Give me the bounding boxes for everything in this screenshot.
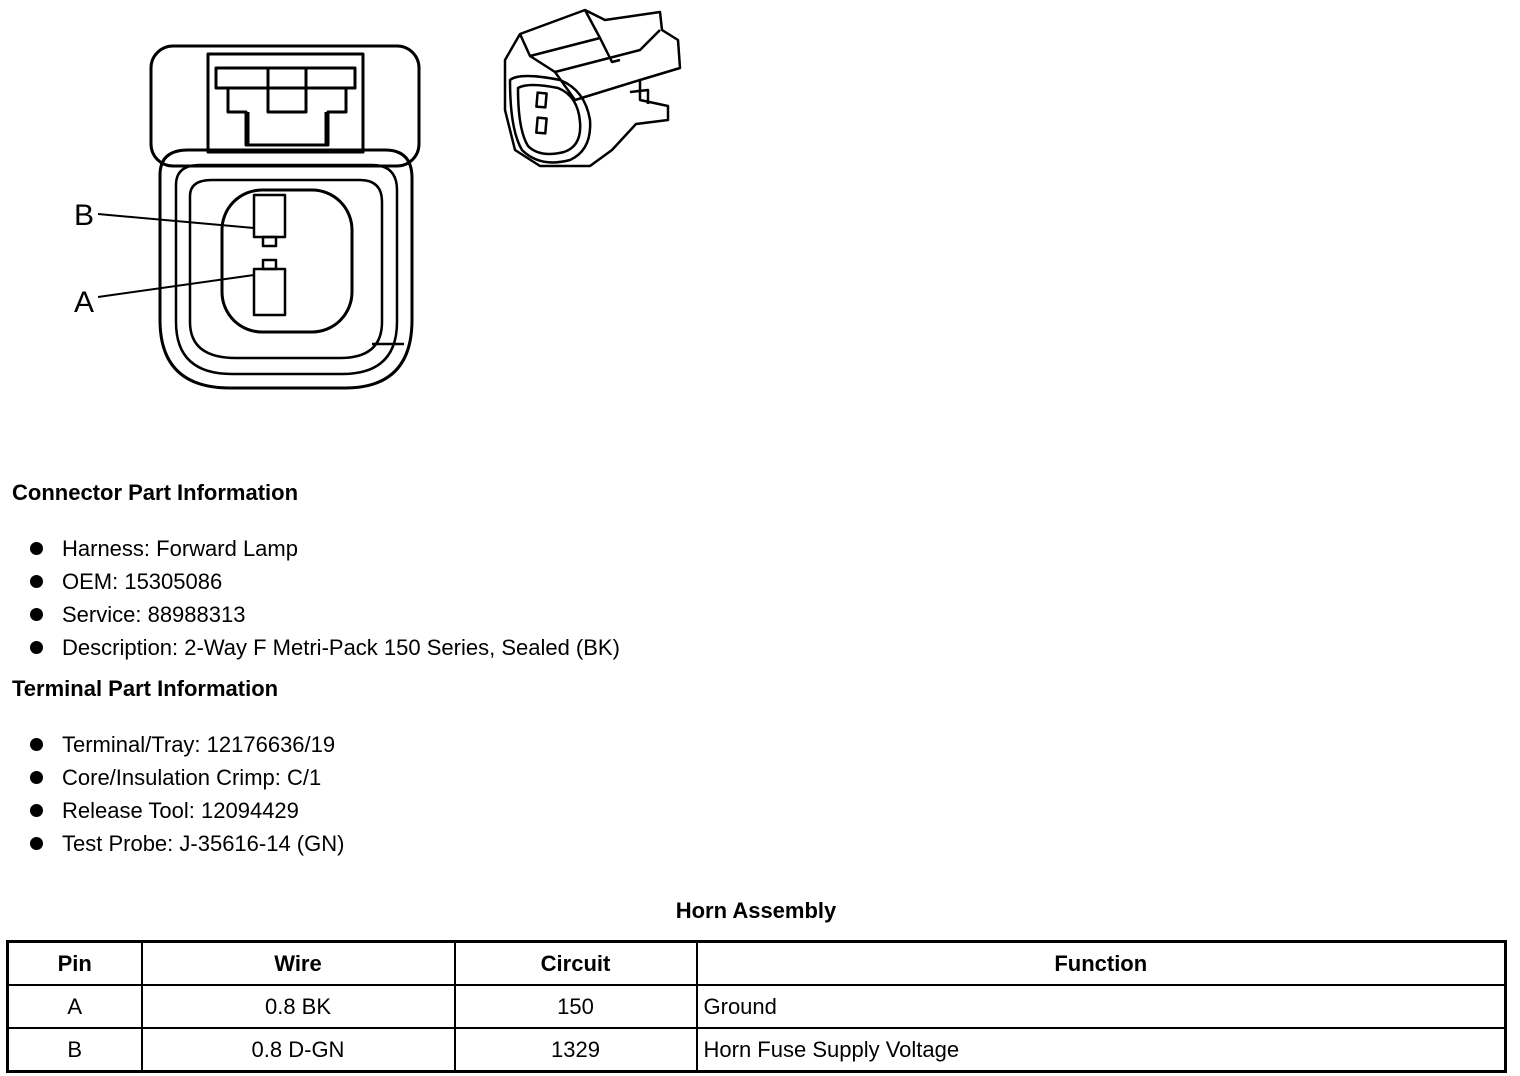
bullet-icon [30,738,43,751]
bullet-icon [30,542,43,555]
connector-part-info-title: Connector Part Information [12,480,299,505]
terminal-part-info-title: Terminal Part Information [12,676,279,701]
table-header-row [8,942,1506,986]
list-item: Description: 2-Way F Metri-Pack 150 Series, Sealed (BK) [28,631,620,664]
list-item: Service: 88988313 [28,598,620,631]
terminal-part-info-list [28,728,344,860]
cell-circuit: 1329 [455,1028,697,1072]
list-item: Terminal/Tray: 12176636/19 [28,728,344,761]
cell-pin: B [8,1028,142,1072]
column-header-circuit: Circuit [455,942,697,986]
bullet-icon [30,771,43,784]
bullet-icon [30,804,43,817]
pin-b-label: B [74,199,95,232]
bullet-icon [30,575,43,588]
list-item: Harness: Forward Lamp [28,532,620,565]
connector-iso-view [505,10,680,166]
connector-part-info-list [28,532,620,664]
table-row [8,985,1506,1028]
connector-diagram [0,0,720,420]
list-item: OEM: 15305086 [28,565,620,598]
cell-wire: 0.8 D-GN [142,1028,455,1072]
connector-face-view [98,46,419,388]
cell-pin: A [8,985,142,1028]
cell-function: Horn Fuse Supply Voltage [697,1028,1506,1072]
list-item: Core/Insulation Crimp: C/1 [28,761,344,794]
cell-circuit: 150 [455,985,697,1028]
column-header-function: Function [697,942,1506,986]
bullet-icon [30,608,43,621]
table-row [8,1028,1506,1072]
bullet-icon [30,837,43,850]
table-title: Horn Assembly [675,898,837,923]
column-header-wire: Wire [142,942,455,986]
pin-a-label: A [74,286,95,319]
list-item: Release Tool: 12094429 [28,794,344,827]
bullet-icon [30,641,43,654]
pin-table [6,940,1507,1073]
column-header-pin: Pin [8,942,142,986]
list-item: Test Probe: J-35616-14 (GN) [28,827,344,860]
cell-wire: 0.8 BK [142,985,455,1028]
cell-function: Ground [697,985,1506,1028]
